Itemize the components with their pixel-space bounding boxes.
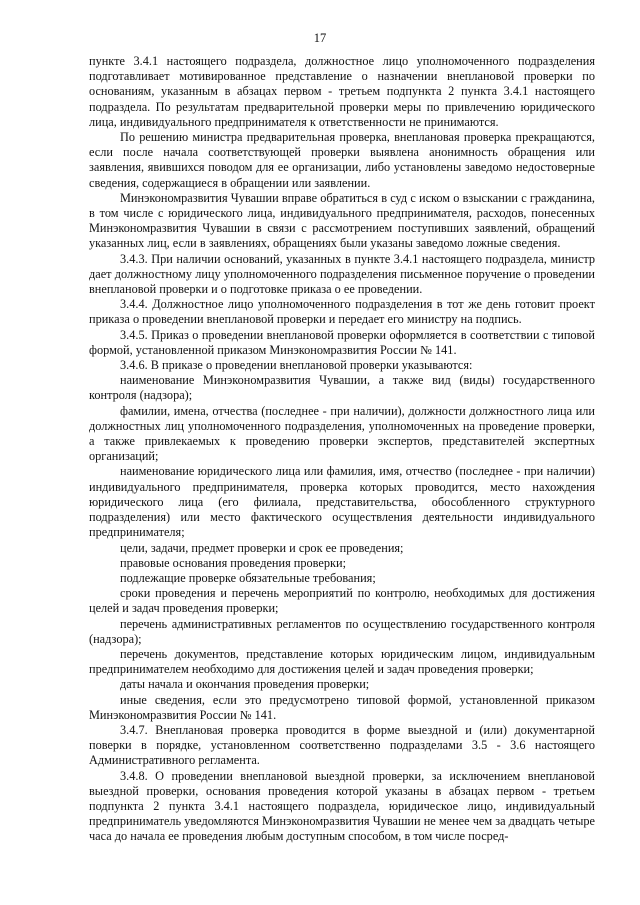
paragraph: перечень документов, представление которых юридическим лицом, индивидуальным предпринимателем необходимо для достижения целей и задач проведения проверки;: [89, 646, 595, 677]
paragraph: 3.4.3. При наличии оснований, указанных в пункте 3.4.1 настоящего подраздела, министр дает должностному лицу уполномоченного подразделения письменное поручение о проведении внеплановой проверки и о подготовке приказа о ее проведении.: [89, 251, 595, 297]
paragraph: подлежащие проверке обязательные требования;: [120, 570, 376, 585]
paragraph: Минэкономразвития Чувашии вправе обратиться в суд с иском о взыскании с гражданина, в том числе с юридического лица, индивидуального предпринимателя, расходов, понесенных Минэкономразвития Чувашии в связи с рассмотрением поступивших заявлений, обращений указанных лиц, если в заявлениях, обращениях были указаны заведомо ложные сведения.: [89, 190, 595, 251]
document-body: [89, 54, 595, 845]
paragraph: 3.4.4. Должностное лицо уполномоченного подразделения в тот же день готовит проект приказа о проведении внеплановой проверки и передает его министру на подпись.: [89, 297, 595, 327]
paragraph: даты начала и окончания проведения проверки;: [120, 677, 370, 692]
paragraph: цели, задачи, предмет проверки и срок ее проведения;: [120, 540, 404, 555]
paragraph: По решению министра предварительная проверка, внеплановая проверка прекращаются, если после начала соответствующей проверки выявлена анонимность обращения или заявления, явившихся поводом для ее организации, либо установлены заведомо недостоверные сведения, содержащиеся в обращении или заявлении.: [89, 130, 595, 190]
paragraph: правовые основания проведения проверки;: [120, 555, 346, 570]
paragraph: перечень административных регламентов по осуществлению государственного контроля (надзора);: [89, 616, 595, 646]
page-number: 17: [313, 31, 327, 45]
paragraph: иные сведения, если это предусмотрено типовой формой, установленной приказом Минэкономразвития России № 141.: [89, 692, 595, 722]
paragraph: наименование юридического лица или фамилия, имя, отчество (последнее - при наличии) индивидуального предпринимателя, проверка которых проводится, место нахождения юридического лица (его филиала, представительства, обособленного структурного подразделения) или место фактического осуществления деятельности индивидуального предпринимателя;: [89, 464, 595, 540]
paragraph: фамилии, имена, отчества (последнее - при наличии), должности должностного лица или должностных лиц уполномоченного подразделения, уполномоченных на проведение проверки, а также привлекаемых к проведению проверки экспертов, представителей экспертных организаций;: [89, 403, 595, 464]
paragraph: 3.4.6. В приказе о проведении внеплановой проверки указываются:: [120, 358, 473, 373]
paragraph: 3.4.8. О проведении внеплановой выездной проверки, за исключением внеплановой выездной проверки, основания проведения которой указаны в абзацах первом - третьем подпункта 2 пункта 3.4.1 настоящего подраздела, юридическое лицо, индивидуальный предприниматель уведомляются Минэкономразвития Чувашии не менее чем за двадцать четыре часа до начала ее проведения любым доступным способом, в том числе посред-: [89, 768, 595, 844]
paragraph: пункте 3.4.1 настоящего подраздела, должностное лицо уполномоченного подразделения подготавливает мотивированное представление о назначении внеплановой проверки по основаниям, указанным в абзацах первом - третьем подпункта 2 пункта 3.4.1 настоящего подраздела. По результатам предварительной проверки меры по привлечению юридического лица, индивидуального предпринимателя к ответственности не принимаются.: [89, 54, 595, 129]
paragraph: наименование Минэкономразвития Чувашии, а также вид (виды) государственного контроля (надзора);: [89, 373, 595, 403]
paragraph: 3.4.7. Внеплановая проверка проводится в форме выездной и (или) документарной поверки в порядке, установленном соответственно подразделами 3.5 - 3.6 настоящего Административного регламента.: [89, 722, 595, 768]
paragraph: сроки проведения и перечень мероприятий по контролю, необходимых для достижения целей и задач проведения проверки;: [89, 586, 595, 616]
paragraph: 3.4.5. Приказ о проведении внеплановой проверки оформляется в соответствии с типовой формой, установленной приказом Минэкономразвития России № 141.: [89, 327, 595, 357]
